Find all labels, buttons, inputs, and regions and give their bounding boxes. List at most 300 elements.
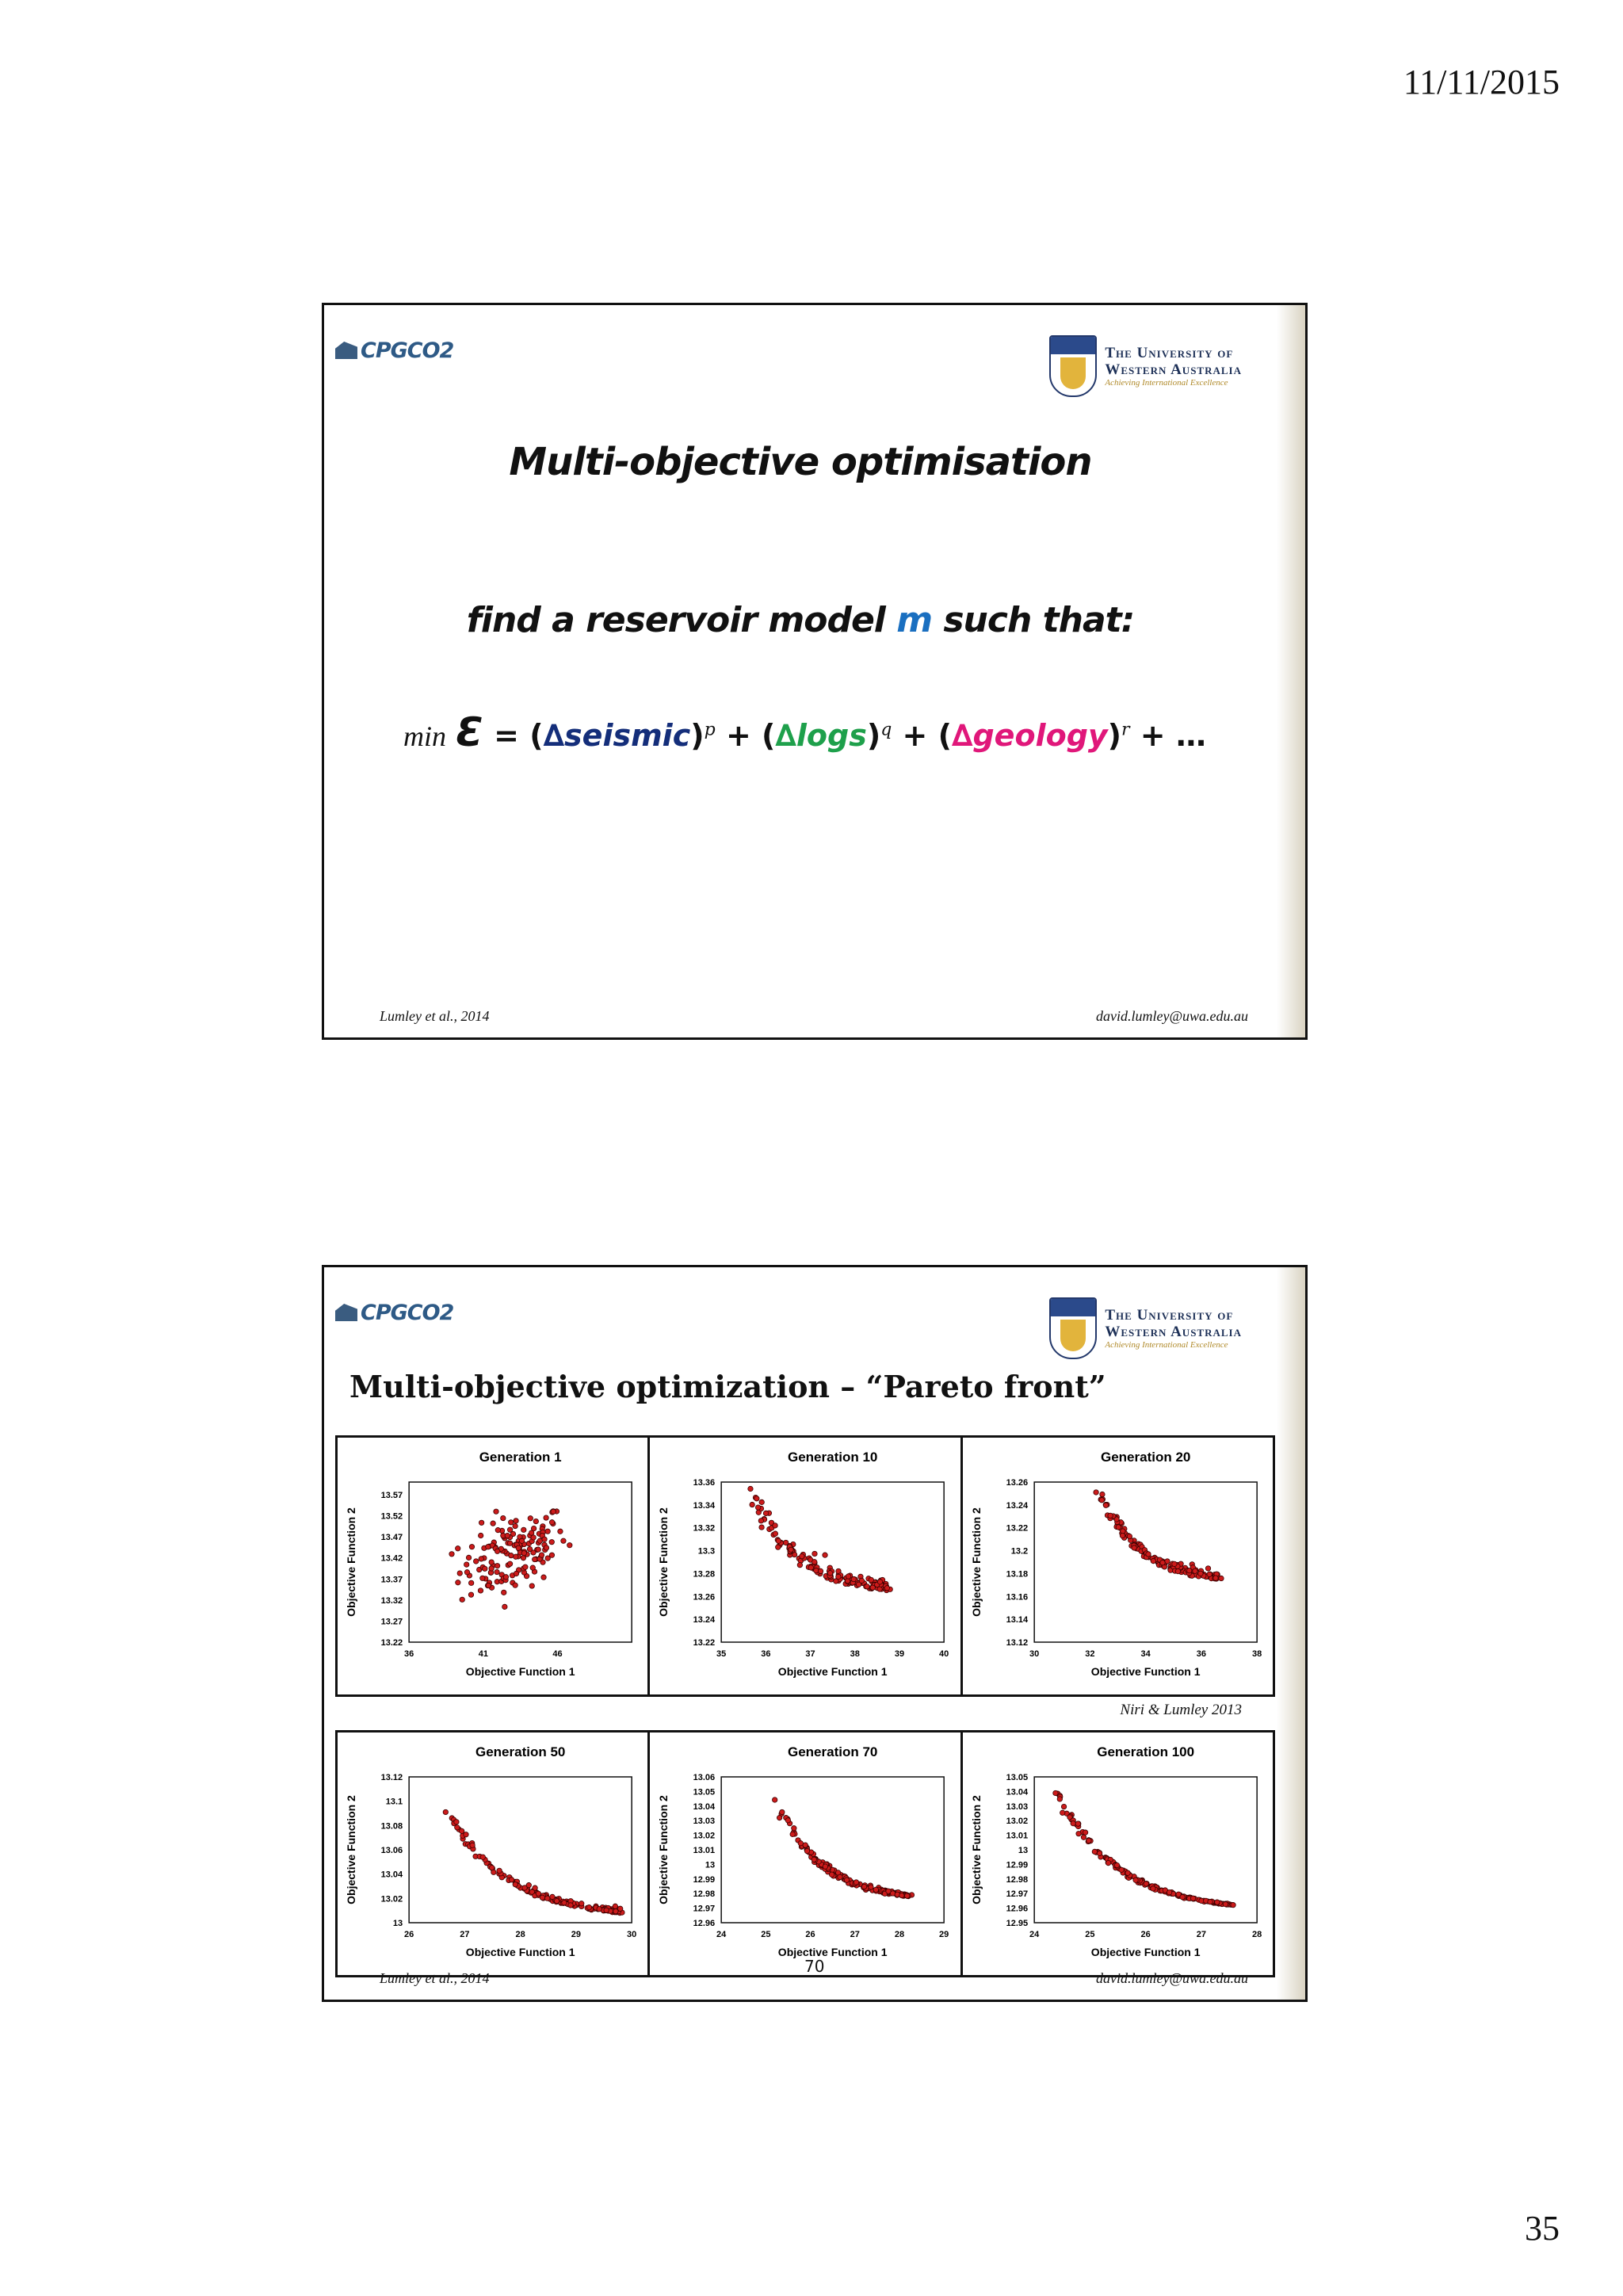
data-point <box>759 1499 764 1504</box>
x-axis-label: Objective Function 1 <box>778 1946 888 1958</box>
data-point <box>808 1565 813 1570</box>
formula-plus-1: + <box>715 718 762 753</box>
y-tick-label: 12.98 <box>1006 1874 1028 1885</box>
chart-title: Generation 50 <box>475 1744 566 1759</box>
data-point <box>1108 1513 1113 1518</box>
data-point <box>558 1529 563 1534</box>
data-point <box>540 1895 544 1900</box>
x-tick-label: 36 <box>404 1649 414 1659</box>
plot-area <box>721 1777 944 1923</box>
data-point <box>495 1569 499 1574</box>
y-tick-label: 13.04 <box>1006 1787 1028 1797</box>
y-tick-label: 13.27 <box>380 1617 403 1627</box>
data-point <box>1207 1572 1212 1576</box>
data-point <box>494 1509 498 1514</box>
data-point <box>523 1564 528 1569</box>
data-point <box>604 1908 609 1912</box>
data-point <box>1207 1899 1212 1904</box>
x-tick-label: 46 <box>552 1649 563 1659</box>
data-point <box>460 1597 464 1602</box>
cpgco2-logo <box>335 1301 453 1324</box>
data-point <box>544 1515 548 1520</box>
data-point <box>785 1818 790 1823</box>
data-point <box>468 1592 473 1597</box>
cpg-mark-icon <box>335 1304 357 1321</box>
data-point <box>1231 1902 1235 1907</box>
data-point <box>1071 1821 1075 1826</box>
x-tick-label: 24 <box>1029 1930 1039 1939</box>
data-point <box>509 1520 514 1525</box>
data-point <box>777 1815 782 1820</box>
data-point <box>869 1577 873 1582</box>
plot-area <box>409 1777 632 1923</box>
data-point <box>464 1570 469 1575</box>
y-tick-label: 13.32 <box>380 1595 403 1606</box>
data-point <box>568 1903 573 1908</box>
x-tick-label: 24 <box>716 1930 727 1939</box>
data-point <box>449 1552 454 1557</box>
x-tick-label: 40 <box>939 1649 949 1659</box>
data-point <box>1114 1862 1119 1867</box>
x-tick-label: 30 <box>627 1930 637 1939</box>
data-point <box>489 1560 494 1564</box>
data-point <box>1092 1849 1097 1854</box>
uwa-crest-icon <box>1049 1297 1097 1359</box>
formula-q: q <box>880 720 892 740</box>
y-tick-label: 13.05 <box>1006 1773 1028 1782</box>
x-tick-label: 36 <box>761 1649 771 1659</box>
data-point <box>514 1554 518 1559</box>
data-point <box>1190 1896 1195 1901</box>
y-tick-label: 13.06 <box>380 1846 403 1855</box>
data-point <box>586 1904 591 1909</box>
data-point <box>846 1579 850 1584</box>
x-tick-label: 30 <box>1029 1649 1039 1659</box>
data-point <box>509 1553 514 1557</box>
data-point <box>1144 1881 1148 1886</box>
data-point <box>1060 1810 1064 1815</box>
x-tick-label: 27 <box>1196 1930 1206 1939</box>
y-tick-label: 13.18 <box>1006 1569 1028 1580</box>
data-point <box>862 1884 867 1889</box>
uwa-crest-icon <box>1049 335 1097 397</box>
y-tick-label: 12.95 <box>1006 1919 1028 1928</box>
x-tick-label: 34 <box>1140 1649 1151 1659</box>
uwa-line-3: Achieving International Excellence <box>1105 378 1228 388</box>
data-point <box>489 1566 494 1571</box>
data-point <box>527 1546 532 1551</box>
x-tick-label: 28 <box>1251 1930 1262 1939</box>
data-point <box>776 1545 781 1549</box>
data-point <box>1075 1821 1080 1826</box>
y-tick-label: 13.24 <box>1006 1500 1028 1511</box>
data-point <box>521 1527 526 1532</box>
data-point <box>562 1901 567 1905</box>
data-point <box>1086 1838 1090 1843</box>
data-point <box>750 1502 754 1507</box>
chart-title: Generation 1 <box>479 1450 562 1465</box>
objective-formula: min Ɛ = (∆seismic)$^p$ + $(\Delta\log s)^q + (\Delta geology)^r$ + … <box>403 709 1206 755</box>
data-point <box>869 1885 873 1889</box>
data-point <box>756 1505 761 1510</box>
data-point <box>1061 1804 1066 1809</box>
chart-title: Generation 70 <box>788 1744 878 1759</box>
data-point <box>1180 1895 1185 1900</box>
uwa-logo <box>1049 1297 1242 1359</box>
formula-min: min <box>403 720 446 752</box>
y-tick-label: 13.03 <box>693 1817 716 1827</box>
data-point <box>865 1584 869 1589</box>
y-tick-label: 13.02 <box>1006 1817 1028 1827</box>
citation: Niri & Lumley 2013 <box>1120 1702 1242 1718</box>
data-point <box>899 1893 904 1897</box>
x-tick-label: 26 <box>805 1930 816 1939</box>
data-point <box>1081 1835 1086 1839</box>
data-point <box>798 1841 803 1846</box>
data-point <box>545 1529 550 1534</box>
data-point <box>466 1555 471 1560</box>
data-point <box>469 1545 474 1549</box>
y-axis-label: Objective Function 2 <box>969 1795 983 1904</box>
data-point <box>1186 1568 1191 1573</box>
data-point <box>780 1809 785 1814</box>
data-point <box>1133 1878 1138 1882</box>
formula-epsilon: Ɛ <box>456 709 483 755</box>
plot-area <box>1034 1482 1257 1642</box>
data-point <box>495 1527 500 1532</box>
data-point <box>1218 1576 1223 1580</box>
x-tick-label: 36 <box>1196 1649 1206 1659</box>
chart-row-2 <box>335 1730 1275 1977</box>
data-point <box>854 1880 859 1885</box>
formula-logs: ∆logs <box>775 718 867 753</box>
y-tick-label: 13.03 <box>1006 1801 1028 1812</box>
data-point <box>531 1535 536 1540</box>
data-point <box>798 1562 803 1567</box>
formula-geology: ∆geology <box>952 718 1108 753</box>
y-tick-label: 13.26 <box>693 1592 716 1603</box>
data-point <box>1116 1525 1121 1530</box>
x-tick-label: 28 <box>515 1930 525 1939</box>
y-tick-label: 12.99 <box>1006 1860 1028 1870</box>
uwa-line-2: Western Australia <box>1105 361 1242 378</box>
data-point <box>468 1580 473 1585</box>
y-tick-label: 13.36 <box>693 1478 716 1488</box>
data-point <box>542 1537 547 1541</box>
data-point <box>823 1553 827 1557</box>
data-point <box>1106 1860 1110 1865</box>
data-point <box>828 1571 833 1576</box>
y-tick-label: 13.05 <box>693 1787 716 1797</box>
slide-1-subtitle <box>324 600 1277 640</box>
data-point <box>541 1575 546 1580</box>
x-tick-label: 38 <box>1251 1649 1262 1659</box>
data-point <box>479 1520 483 1525</box>
data-point <box>521 1550 526 1555</box>
data-point <box>457 1571 462 1576</box>
y-tick-label: 13.52 <box>380 1511 403 1522</box>
data-point <box>754 1496 759 1501</box>
data-point <box>519 1538 524 1543</box>
data-point <box>464 1832 468 1837</box>
x-tick-label: 38 <box>850 1649 861 1659</box>
x-axis-label: Objective Function 1 <box>465 1946 575 1958</box>
data-point <box>544 1545 548 1550</box>
data-point <box>495 1549 499 1553</box>
data-point <box>790 1832 795 1836</box>
y-tick-label: 13 <box>1018 1846 1028 1855</box>
data-point <box>531 1526 536 1530</box>
data-point <box>748 1486 753 1491</box>
formula-plus-2: + <box>892 718 938 753</box>
y-tick-label: 12.97 <box>693 1904 716 1914</box>
data-point <box>1192 1568 1197 1573</box>
data-point <box>1103 1503 1108 1507</box>
uwa-line-2: Western Australia <box>1105 1324 1242 1340</box>
x-tick-label: 37 <box>805 1649 816 1659</box>
data-point <box>486 1545 491 1549</box>
data-point <box>1171 1561 1176 1566</box>
y-tick-label: 13 <box>705 1860 716 1870</box>
data-point <box>860 1578 865 1583</box>
formula-p: p <box>704 720 716 740</box>
data-point <box>530 1565 535 1570</box>
data-point <box>470 1843 475 1847</box>
x-tick-label: 41 <box>478 1649 488 1659</box>
x-tick-label: 29 <box>939 1930 949 1939</box>
data-point <box>1099 1498 1104 1503</box>
chart-title: Generation 10 <box>788 1450 878 1465</box>
data-point <box>514 1571 518 1576</box>
data-point <box>483 1566 487 1571</box>
x-tick-label: 26 <box>1140 1930 1151 1939</box>
page-number: 35 <box>1525 2209 1560 2248</box>
y-tick-label: 12.96 <box>1006 1904 1028 1914</box>
formula-tail: + … <box>1129 718 1206 753</box>
plot-area <box>721 1482 944 1642</box>
x-tick-label: 25 <box>761 1930 771 1939</box>
data-point <box>459 1828 464 1833</box>
data-point <box>533 1519 538 1523</box>
chart-title: Generation 20 <box>1100 1450 1191 1465</box>
data-point <box>886 1889 891 1893</box>
data-point <box>514 1519 518 1523</box>
data-point <box>1159 1561 1164 1565</box>
data-point <box>549 1520 554 1525</box>
data-point <box>846 1574 851 1579</box>
data-point <box>478 1533 483 1538</box>
slide-1 <box>322 303 1308 1040</box>
data-point <box>777 1538 781 1543</box>
data-point <box>1094 1490 1098 1495</box>
scatter-chart-generation-70 <box>650 1733 960 1975</box>
data-point <box>1132 1545 1136 1550</box>
formula-eq: = <box>483 718 530 753</box>
cpg-logo-text: CPGCO2 <box>361 338 454 363</box>
data-point <box>838 1874 842 1879</box>
data-point <box>495 1564 499 1568</box>
slide-2-footer-right: david.lumley@uwa.edu.au <box>1095 1970 1248 1986</box>
data-point <box>851 1576 856 1581</box>
data-point <box>618 1906 623 1911</box>
data-point <box>561 1538 566 1543</box>
data-point <box>805 1848 810 1853</box>
data-point <box>1083 1830 1087 1835</box>
data-point <box>539 1553 544 1557</box>
data-point <box>536 1891 540 1896</box>
y-tick-label: 13.12 <box>380 1773 403 1782</box>
y-tick-label: 13.37 <box>380 1575 403 1585</box>
data-point <box>830 1872 834 1877</box>
scatter-chart-generation-50 <box>338 1733 647 1975</box>
data-point <box>554 1898 559 1903</box>
slide-1-footer-left: Lumley et al., 2014 <box>380 1008 490 1024</box>
data-point <box>456 1546 460 1551</box>
y-tick-label: 13.04 <box>380 1870 403 1880</box>
x-tick-label: 39 <box>895 1649 905 1659</box>
data-point <box>1151 1558 1155 1563</box>
data-point <box>812 1560 817 1564</box>
slide-2-title: Multi-objective optimization – “Pareto front” <box>349 1369 1106 1404</box>
data-point <box>884 1586 889 1591</box>
x-tick-label: 27 <box>850 1930 861 1939</box>
y-tick-label: 13.28 <box>693 1569 716 1580</box>
uwa-line-1: The University of <box>1105 1307 1234 1324</box>
y-axis-label: Objective Function 2 <box>657 1507 670 1617</box>
data-point <box>1212 1576 1217 1580</box>
y-tick-label: 13.24 <box>693 1615 716 1626</box>
data-point <box>823 1864 828 1869</box>
data-point <box>486 1583 491 1587</box>
data-point <box>1145 1552 1150 1557</box>
data-point <box>480 1576 485 1580</box>
data-point <box>491 1521 495 1526</box>
data-point <box>464 1562 469 1567</box>
data-point <box>567 1543 572 1548</box>
y-tick-label: 13.57 <box>380 1490 403 1500</box>
x-tick-label: 32 <box>1084 1649 1095 1659</box>
chart-cell <box>338 1438 650 1694</box>
data-point <box>497 1868 502 1873</box>
data-point <box>1167 1890 1171 1895</box>
data-point <box>551 1509 556 1514</box>
y-tick-label: 12.97 <box>1006 1889 1028 1900</box>
data-point <box>529 1584 534 1588</box>
x-axis-label: Objective Function 1 <box>778 1665 888 1678</box>
data-point <box>812 1857 816 1862</box>
data-point <box>454 1820 459 1824</box>
y-tick-label: 13.22 <box>380 1638 403 1648</box>
data-point <box>773 1531 777 1536</box>
data-point <box>905 1893 910 1898</box>
x-axis-label: Objective Function 1 <box>1090 1665 1201 1678</box>
data-point <box>1127 1534 1132 1538</box>
y-tick-label: 13.22 <box>1006 1523 1028 1534</box>
plot-area <box>1034 1777 1257 1923</box>
data-point <box>507 1527 512 1532</box>
data-point <box>516 1545 521 1550</box>
data-point <box>613 1904 617 1908</box>
scatter-chart-generation-1 <box>338 1438 647 1694</box>
data-point <box>550 1894 555 1899</box>
data-point <box>1223 1901 1228 1906</box>
data-point <box>1120 1533 1125 1538</box>
y-tick-label: 13.47 <box>380 1533 403 1543</box>
y-axis-label: Objective Function 2 <box>345 1507 358 1617</box>
subtitle-pre: find a reservoir model <box>466 600 897 640</box>
chart-cell <box>963 1438 1273 1694</box>
y-tick-label: 12.99 <box>693 1874 716 1885</box>
slide-1-footer-right: david.lumley@uwa.edu.au <box>1095 1008 1248 1024</box>
x-tick-label: 35 <box>716 1649 727 1659</box>
data-point <box>1150 1886 1155 1891</box>
data-point <box>1205 1566 1210 1571</box>
data-point <box>1164 1559 1169 1564</box>
data-point <box>507 1561 512 1566</box>
slide-edge <box>1277 305 1305 1037</box>
data-point <box>536 1547 540 1552</box>
cpg-mark-icon <box>335 342 357 359</box>
data-point <box>845 1878 850 1882</box>
uwa-logo <box>1049 335 1242 397</box>
formula-seismic: ∆seismic <box>543 718 691 753</box>
data-point <box>503 1575 508 1580</box>
y-tick-label: 13.01 <box>693 1846 716 1855</box>
slide-2 <box>322 1265 1308 2002</box>
data-point <box>873 1887 878 1892</box>
data-point <box>478 1588 483 1593</box>
data-point <box>819 1568 823 1573</box>
data-point <box>613 1908 618 1913</box>
data-point <box>1214 1900 1219 1904</box>
data-point <box>784 1540 789 1545</box>
chart-cell <box>338 1733 650 1975</box>
data-point <box>1076 1831 1081 1836</box>
slide-1-title: Multi-objective optimisation <box>509 440 1092 484</box>
chart-cell <box>963 1733 1273 1975</box>
data-point <box>1197 1571 1202 1576</box>
data-point <box>509 1878 514 1882</box>
subtitle-post: such that: <box>932 600 1135 640</box>
data-point <box>1052 1790 1057 1795</box>
y-axis-label: Objective Function 2 <box>969 1507 983 1617</box>
data-point <box>759 1519 764 1523</box>
data-point <box>789 1547 793 1552</box>
data-point <box>1099 1492 1104 1496</box>
y-tick-label: 13.14 <box>1006 1615 1028 1626</box>
x-axis-label: Objective Function 1 <box>465 1665 575 1678</box>
data-point <box>490 1865 495 1870</box>
formula-r: r <box>1121 720 1130 740</box>
data-point <box>455 1825 460 1830</box>
y-tick-label: 12.98 <box>693 1889 716 1900</box>
data-point <box>803 1843 808 1847</box>
data-point <box>1175 1568 1180 1573</box>
data-point <box>479 1557 483 1561</box>
x-tick-label: 26 <box>404 1930 414 1939</box>
data-point <box>836 1574 841 1579</box>
plot-area <box>409 1482 632 1642</box>
data-point <box>507 1541 512 1545</box>
y-axis-label: Objective Function 2 <box>345 1795 358 1904</box>
data-point <box>812 1551 817 1556</box>
y-tick-label: 13.1 <box>385 1797 403 1807</box>
chart-cell <box>650 1438 962 1694</box>
data-point <box>764 1511 769 1515</box>
cpg-logo-text: CPGCO2 <box>361 1300 454 1325</box>
cpgco2-logo <box>335 338 453 362</box>
data-point <box>480 1855 485 1859</box>
